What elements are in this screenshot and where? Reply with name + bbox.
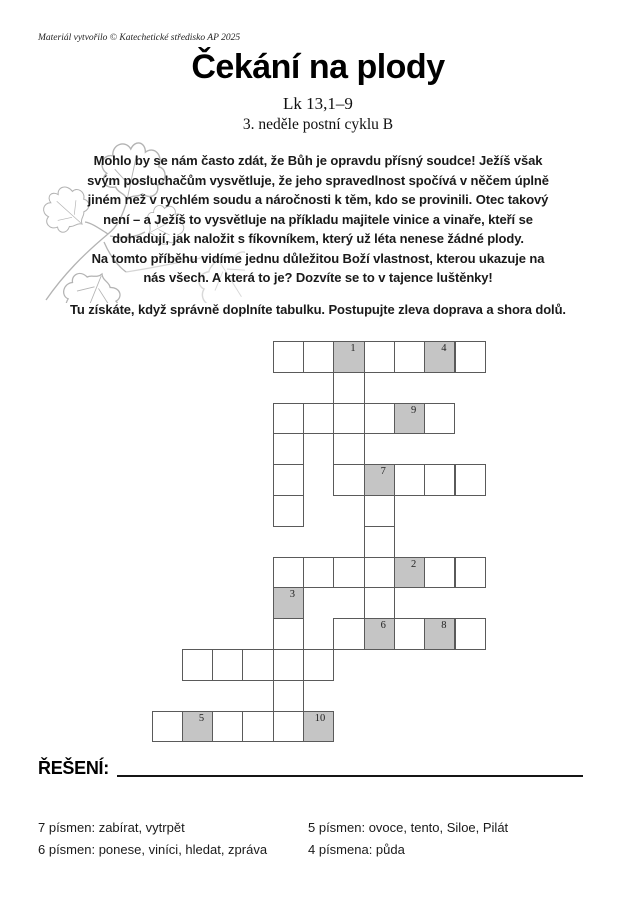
puzzle-cell bbox=[273, 433, 304, 465]
puzzle-cell bbox=[333, 403, 364, 435]
hints-right-column bbox=[308, 817, 508, 860]
puzzle-cell bbox=[333, 372, 364, 404]
cell-number: 5 bbox=[198, 712, 205, 724]
hints-left-column bbox=[38, 817, 267, 860]
puzzle-cell bbox=[333, 557, 364, 589]
puzzle-cell bbox=[424, 403, 455, 435]
puzzle-cell-shaded bbox=[394, 403, 425, 435]
cell-number: 1 bbox=[350, 343, 356, 354]
puzzle-cell bbox=[455, 618, 486, 650]
intro-line: Mohlo by se nám často zdát, že Bůh je opravdu přísný soudce! Ježíš však bbox=[93, 153, 543, 168]
puzzle-cell bbox=[364, 526, 395, 558]
puzzle-cell bbox=[364, 587, 395, 619]
cell-number: 2 bbox=[410, 558, 417, 570]
credit-line: Materiál vytvořilo © Katechetické středisko AP 2025 bbox=[38, 33, 241, 43]
puzzle-cell bbox=[273, 403, 304, 435]
puzzle-cell bbox=[273, 680, 304, 712]
solution-row bbox=[38, 758, 583, 779]
intro-paragraph bbox=[78, 151, 558, 288]
puzzle-cell bbox=[394, 464, 425, 496]
puzzle-cell bbox=[394, 341, 425, 373]
puzzle-cell bbox=[455, 557, 486, 589]
intro-line: dohadují, jak naložit s fíkovníkem, který už léta nenese žádné plody. bbox=[112, 231, 524, 246]
liturgical-subtitle: 3. neděle postní cyklu B bbox=[242, 116, 394, 133]
hint-line: 6 písmen: ponese, viníci, hledat, zpráva bbox=[38, 841, 268, 857]
page-title: Čekání na plody bbox=[191, 48, 445, 86]
puzzle-cell-shaded bbox=[273, 587, 304, 619]
cell-number: 9 bbox=[410, 404, 417, 416]
puzzle-cell bbox=[364, 557, 395, 589]
puzzle-cell bbox=[273, 711, 304, 743]
intro-line: není – a Ježíš to vysvětluje na příkladu majitele vinice a vinaře, kteří se bbox=[103, 211, 533, 227]
puzzle-cell-shaded bbox=[424, 618, 455, 650]
cell-number: 7 bbox=[380, 466, 386, 478]
puzzle-cell-shaded bbox=[424, 341, 455, 373]
puzzle-cell bbox=[303, 403, 334, 435]
puzzle-cell bbox=[273, 495, 304, 527]
cell-number: 10 bbox=[314, 712, 326, 724]
puzzle-cell bbox=[333, 464, 364, 496]
intro-line: Na tomto příběhu vidíme jednu důležitou Boží vlastnost, kterou ukazuje na bbox=[91, 250, 545, 266]
puzzle-cell bbox=[273, 464, 304, 496]
puzzle-cell bbox=[212, 711, 243, 743]
puzzle-cell bbox=[303, 341, 334, 373]
puzzle-cell bbox=[273, 618, 304, 650]
instruction-text: Tu získáte, když správně doplníte tabulku. Postupujte zleva doprava a shora dolů. bbox=[70, 302, 566, 317]
puzzle-cell-shaded bbox=[364, 618, 395, 650]
puzzle-cell bbox=[303, 557, 334, 589]
puzzle-cell bbox=[182, 649, 213, 681]
puzzle-cell bbox=[333, 433, 364, 465]
intro-line: jiném než v rychlém soudu a náročnosti k těm, kdo se provinili. Otec takový bbox=[87, 192, 549, 207]
puzzle-cell bbox=[455, 341, 486, 373]
puzzle-cell bbox=[273, 649, 304, 681]
hint-line: 4 písmena: půda bbox=[308, 841, 405, 857]
puzzle-cell bbox=[212, 649, 243, 681]
scripture-reference: Lk 13,1–9 bbox=[283, 94, 353, 113]
puzzle-cell bbox=[242, 649, 273, 681]
hint-line: 5 písmen: ovoce, tento, Siloe, Pilát bbox=[308, 820, 509, 835]
puzzle-cell-shaded bbox=[394, 557, 425, 589]
puzzle-cell-shaded bbox=[182, 711, 213, 743]
puzzle-cell bbox=[152, 711, 183, 743]
puzzle-cell bbox=[333, 618, 364, 650]
puzzle-cell-shaded bbox=[303, 711, 334, 743]
intro-line: nás všech. A která to je? Dozvíte se to v tajence luštěnky! bbox=[143, 270, 493, 285]
hint-line: 7 písmen: zabírat, vytrpět bbox=[38, 820, 185, 835]
puzzle-cell-shaded bbox=[333, 341, 364, 373]
cell-number: 3 bbox=[289, 589, 295, 601]
puzzle-cell bbox=[364, 341, 395, 373]
puzzle-cell-shaded bbox=[364, 464, 395, 496]
puzzle-cell bbox=[364, 403, 395, 435]
puzzle-cell bbox=[424, 557, 455, 589]
solution-label: ŘEŠENÍ: bbox=[38, 758, 109, 778]
puzzle-cell bbox=[303, 649, 334, 681]
puzzle-cell bbox=[394, 618, 425, 650]
cell-number: 8 bbox=[441, 620, 447, 632]
puzzle-cell bbox=[364, 495, 395, 527]
cell-number: 4 bbox=[441, 343, 447, 354]
puzzle-cell bbox=[424, 464, 455, 496]
puzzle-cell bbox=[455, 464, 486, 496]
puzzle-cell bbox=[242, 711, 273, 743]
puzzle-cell bbox=[273, 341, 304, 373]
intro-line: svým posluchačům vysvětluje, že jeho spravedlnost spočívá v něčem úplně bbox=[87, 172, 549, 188]
cell-number: 6 bbox=[380, 620, 386, 632]
puzzle-cell bbox=[273, 557, 304, 589]
solution-blank-line bbox=[117, 774, 583, 777]
